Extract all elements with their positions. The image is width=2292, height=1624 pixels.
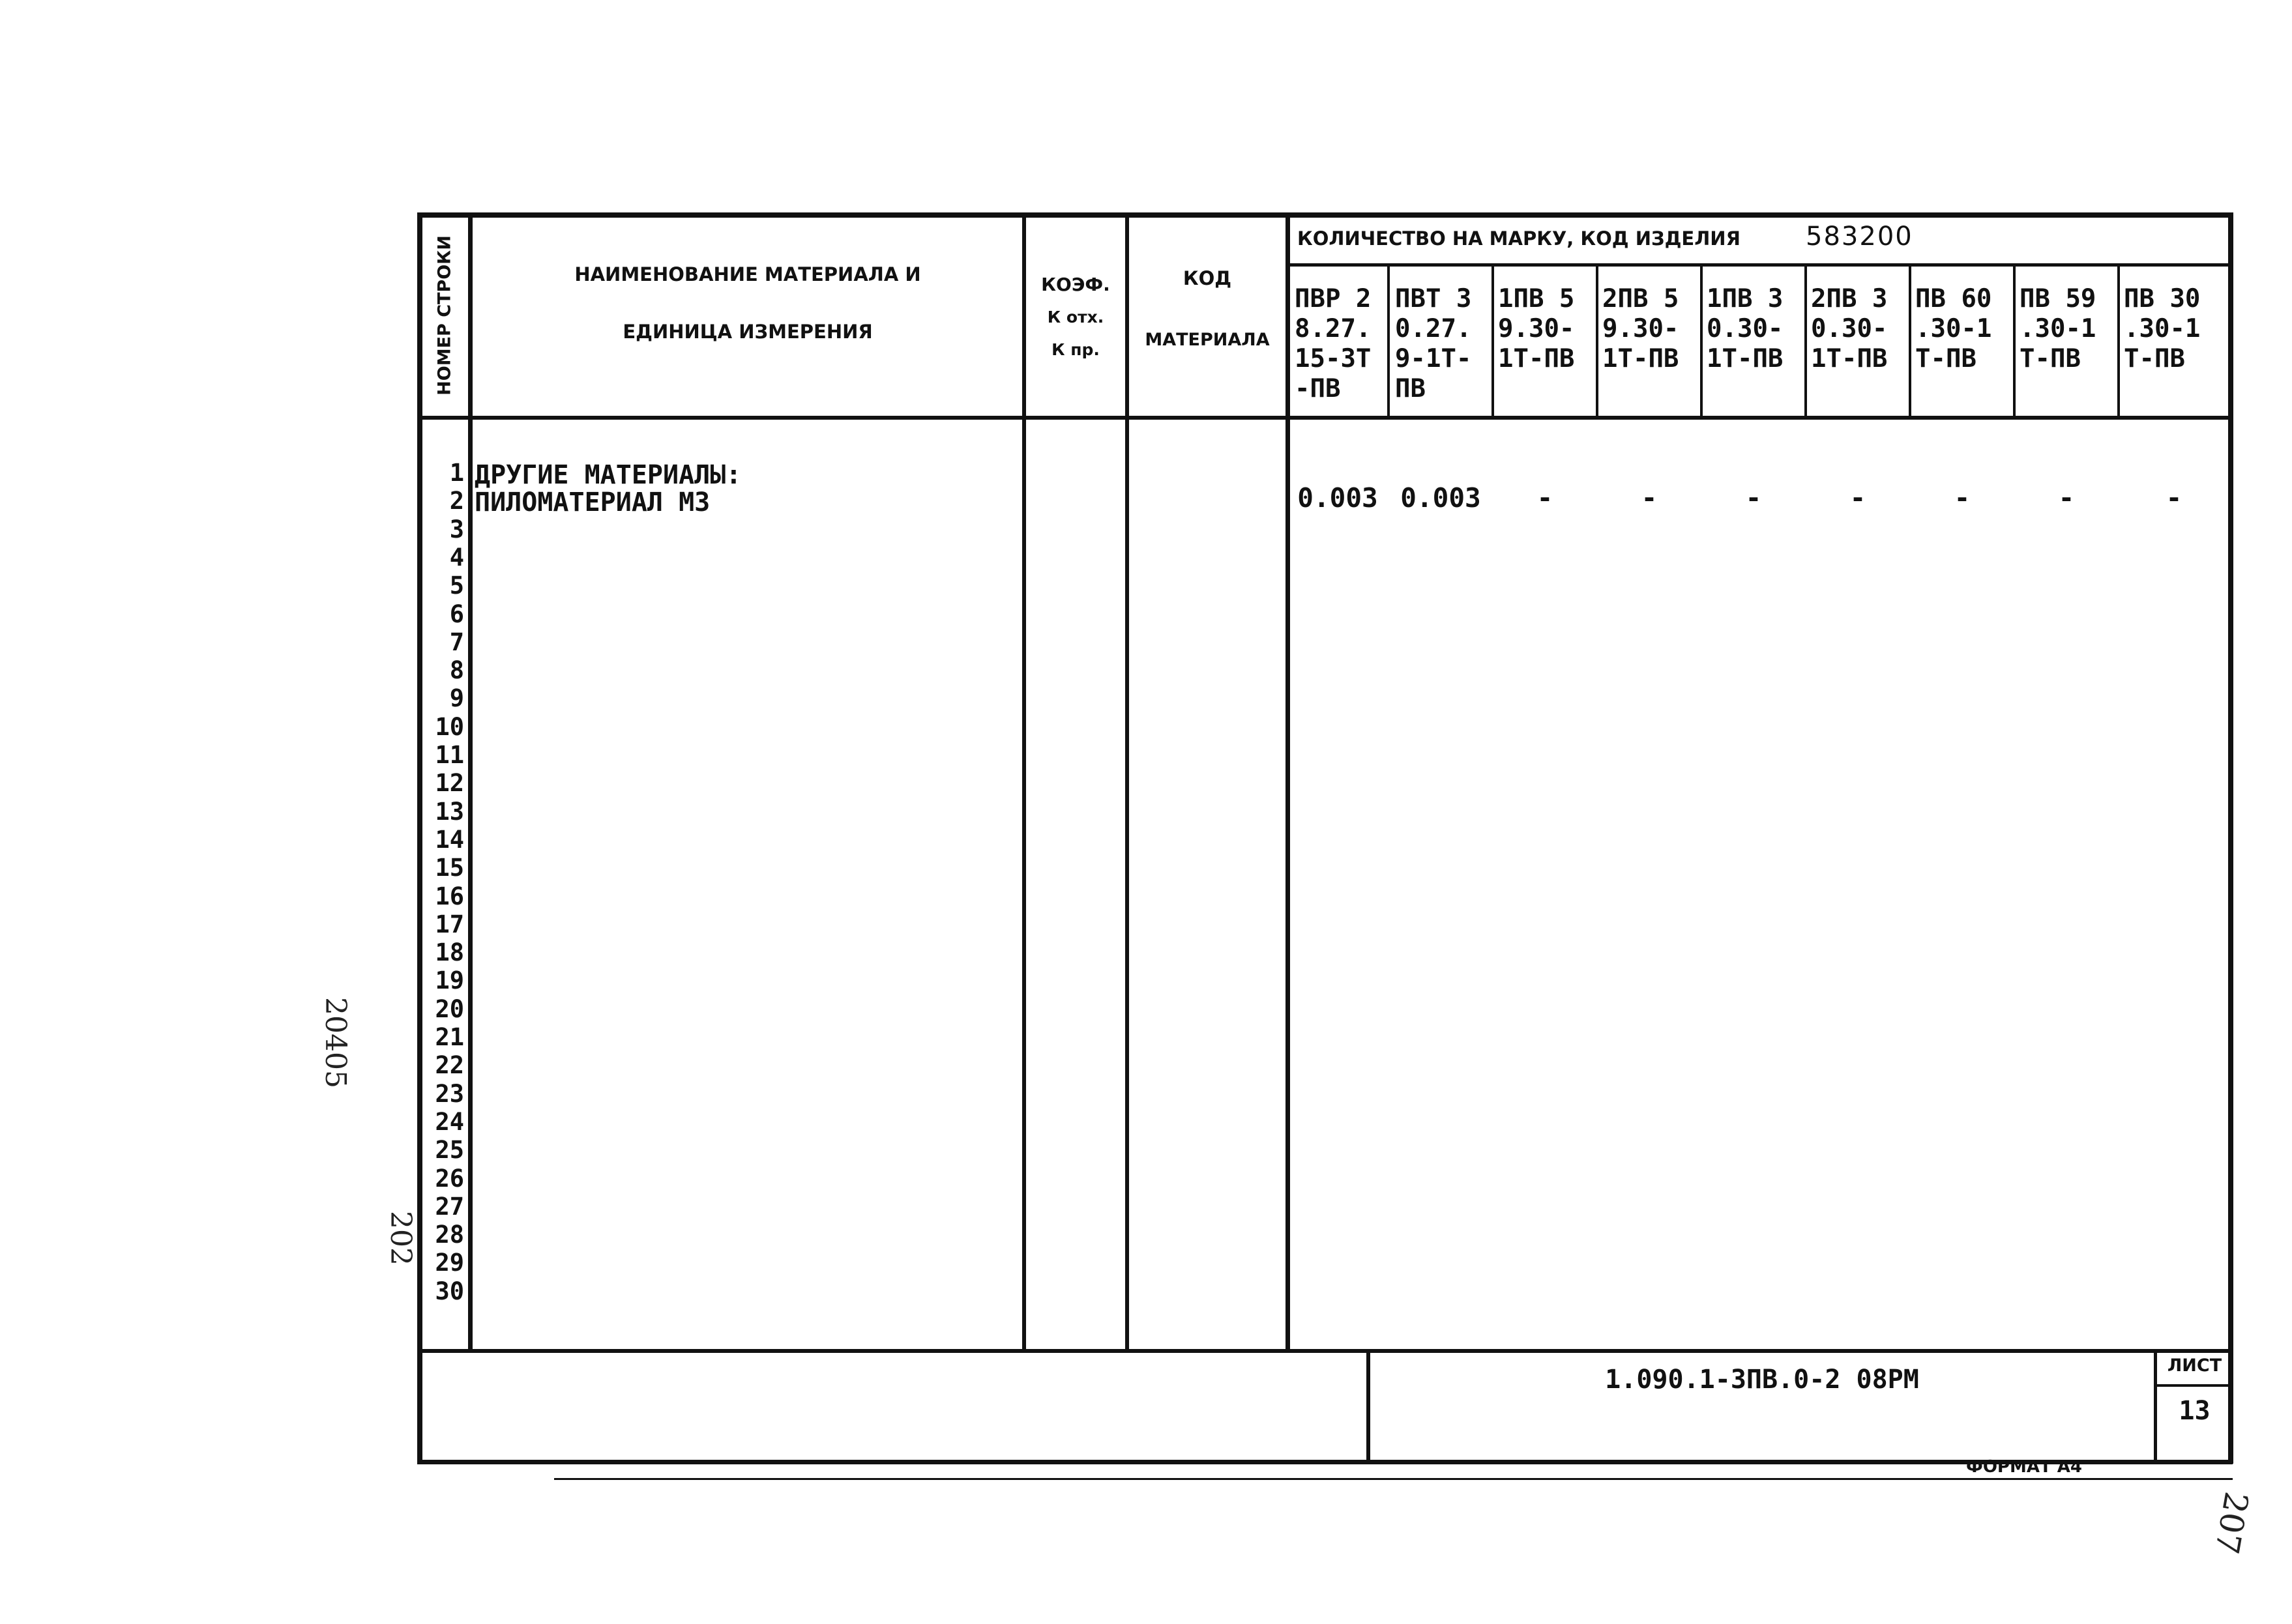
row-number: 10 <box>435 712 464 741</box>
product-code: 583200 <box>1806 222 1913 252</box>
row-number: 8 <box>449 656 464 685</box>
side-note-207: 207 <box>2207 1488 2255 1557</box>
column-label-8: ПВ 59 .30-1 Т-ПВ <box>2020 284 2096 373</box>
row-number: 23 <box>435 1079 464 1108</box>
row-number-header <box>421 215 468 416</box>
row-number: 6 <box>449 600 464 628</box>
quantity-value-9: - <box>2166 482 2182 514</box>
quantity-header <box>1297 222 1913 252</box>
column-label-6: 2ПВ 3 0.30- 1Т-ПВ <box>1811 284 1888 373</box>
material-name-line1: НАИМЕНОВАНИЕ МАТЕРИАЛА И <box>574 263 921 285</box>
row-number: 22 <box>435 1051 464 1080</box>
quantity-value-4: - <box>1641 482 1658 514</box>
quantity-value-7: - <box>1954 482 1971 514</box>
material-row-1: ДРУГИЕ МАТЕРИАЛЫ: <box>475 460 742 490</box>
row-number: 27 <box>435 1192 464 1221</box>
row-number: 24 <box>435 1107 464 1136</box>
coef-line2: К отх. <box>1047 308 1104 326</box>
column-label-5: 1ПВ 3 0.30- 1Т-ПВ <box>1707 284 1784 373</box>
code-line1: КОД <box>1183 267 1232 289</box>
row-number: 14 <box>435 825 464 854</box>
document-designation: 1.090.1-3ПВ.0-2 08РМ <box>1605 1365 1919 1395</box>
row-number: 4 <box>449 543 464 572</box>
column-label-4: 2ПВ 5 9.30- 1Т-ПВ <box>1602 284 1679 373</box>
sheet-number: 13 <box>2179 1396 2211 1426</box>
row-number: 25 <box>435 1136 464 1165</box>
row-number: 20 <box>435 994 464 1023</box>
column-label-3: 1ПВ 5 9.30- 1Т-ПВ <box>1498 284 1575 373</box>
row-number: 26 <box>435 1164 464 1193</box>
row-number-label: НОМЕР СТРОКИ <box>434 235 455 396</box>
material-name-header <box>473 263 1022 343</box>
material-code-header <box>1129 267 1286 350</box>
coef-line1: КОЭФ. <box>1041 274 1110 295</box>
row-number: 3 <box>449 515 464 544</box>
column-label-9: ПВ 30 .30-1 Т-ПВ <box>2124 284 2201 373</box>
format-label: ФОРМАТ А4 <box>1966 1457 2082 1477</box>
material-row-2: ПИЛОМАТЕРИАЛ МЗ <box>475 487 711 517</box>
quantity-value-1: 0.003 <box>1297 482 1378 514</box>
row-number: 17 <box>435 910 464 938</box>
column-label-7: ПВ 60 .30-1 Т-ПВ <box>1915 284 1992 373</box>
coefficient-header <box>1026 268 1125 366</box>
row-number: 1 <box>449 459 464 487</box>
row-number: 18 <box>435 938 464 967</box>
row-number: 16 <box>435 882 464 910</box>
code-line2: МАТЕРИАЛА <box>1145 330 1270 350</box>
row-number: 11 <box>435 741 464 769</box>
coef-line3: К пр. <box>1051 340 1100 359</box>
quantity-value-3: - <box>1536 482 1553 514</box>
row-number: 2 <box>449 487 464 515</box>
quantity-value-5: - <box>1745 482 1762 514</box>
quantity-value-2: 0.003 <box>1400 482 1481 514</box>
row-number: 28 <box>435 1221 464 1249</box>
row-number: 19 <box>435 966 464 995</box>
side-note-202: 202 <box>384 1211 417 1266</box>
column-label-2: ПВТ 3 0.27. 9-1Т- ПВ <box>1395 284 1472 403</box>
row-number: 21 <box>435 1023 464 1051</box>
row-number: 7 <box>449 628 464 656</box>
sheet-label: ЛИСТ <box>2167 1356 2222 1376</box>
quantity-value-6: - <box>1849 482 1866 514</box>
side-note-20405: 20405 <box>319 997 352 1088</box>
quantity-value-8: - <box>2058 482 2075 514</box>
quantity-label: КОЛИЧЕСТВО НА МАРКУ, КОД ИЗДЕЛИЯ <box>1297 227 1741 250</box>
material-name-line2: ЕДИНИЦА ИЗМЕРЕНИЯ <box>623 321 873 343</box>
row-number: 15 <box>435 854 464 882</box>
row-number: 29 <box>435 1249 464 1277</box>
row-number: 5 <box>449 572 464 600</box>
row-number: 13 <box>435 797 464 826</box>
row-number: 9 <box>449 684 464 713</box>
row-number: 30 <box>435 1277 464 1305</box>
row-number: 12 <box>435 769 464 798</box>
column-label-1: ПВР 2 8.27. 15-3Т -ПВ <box>1295 284 1372 403</box>
